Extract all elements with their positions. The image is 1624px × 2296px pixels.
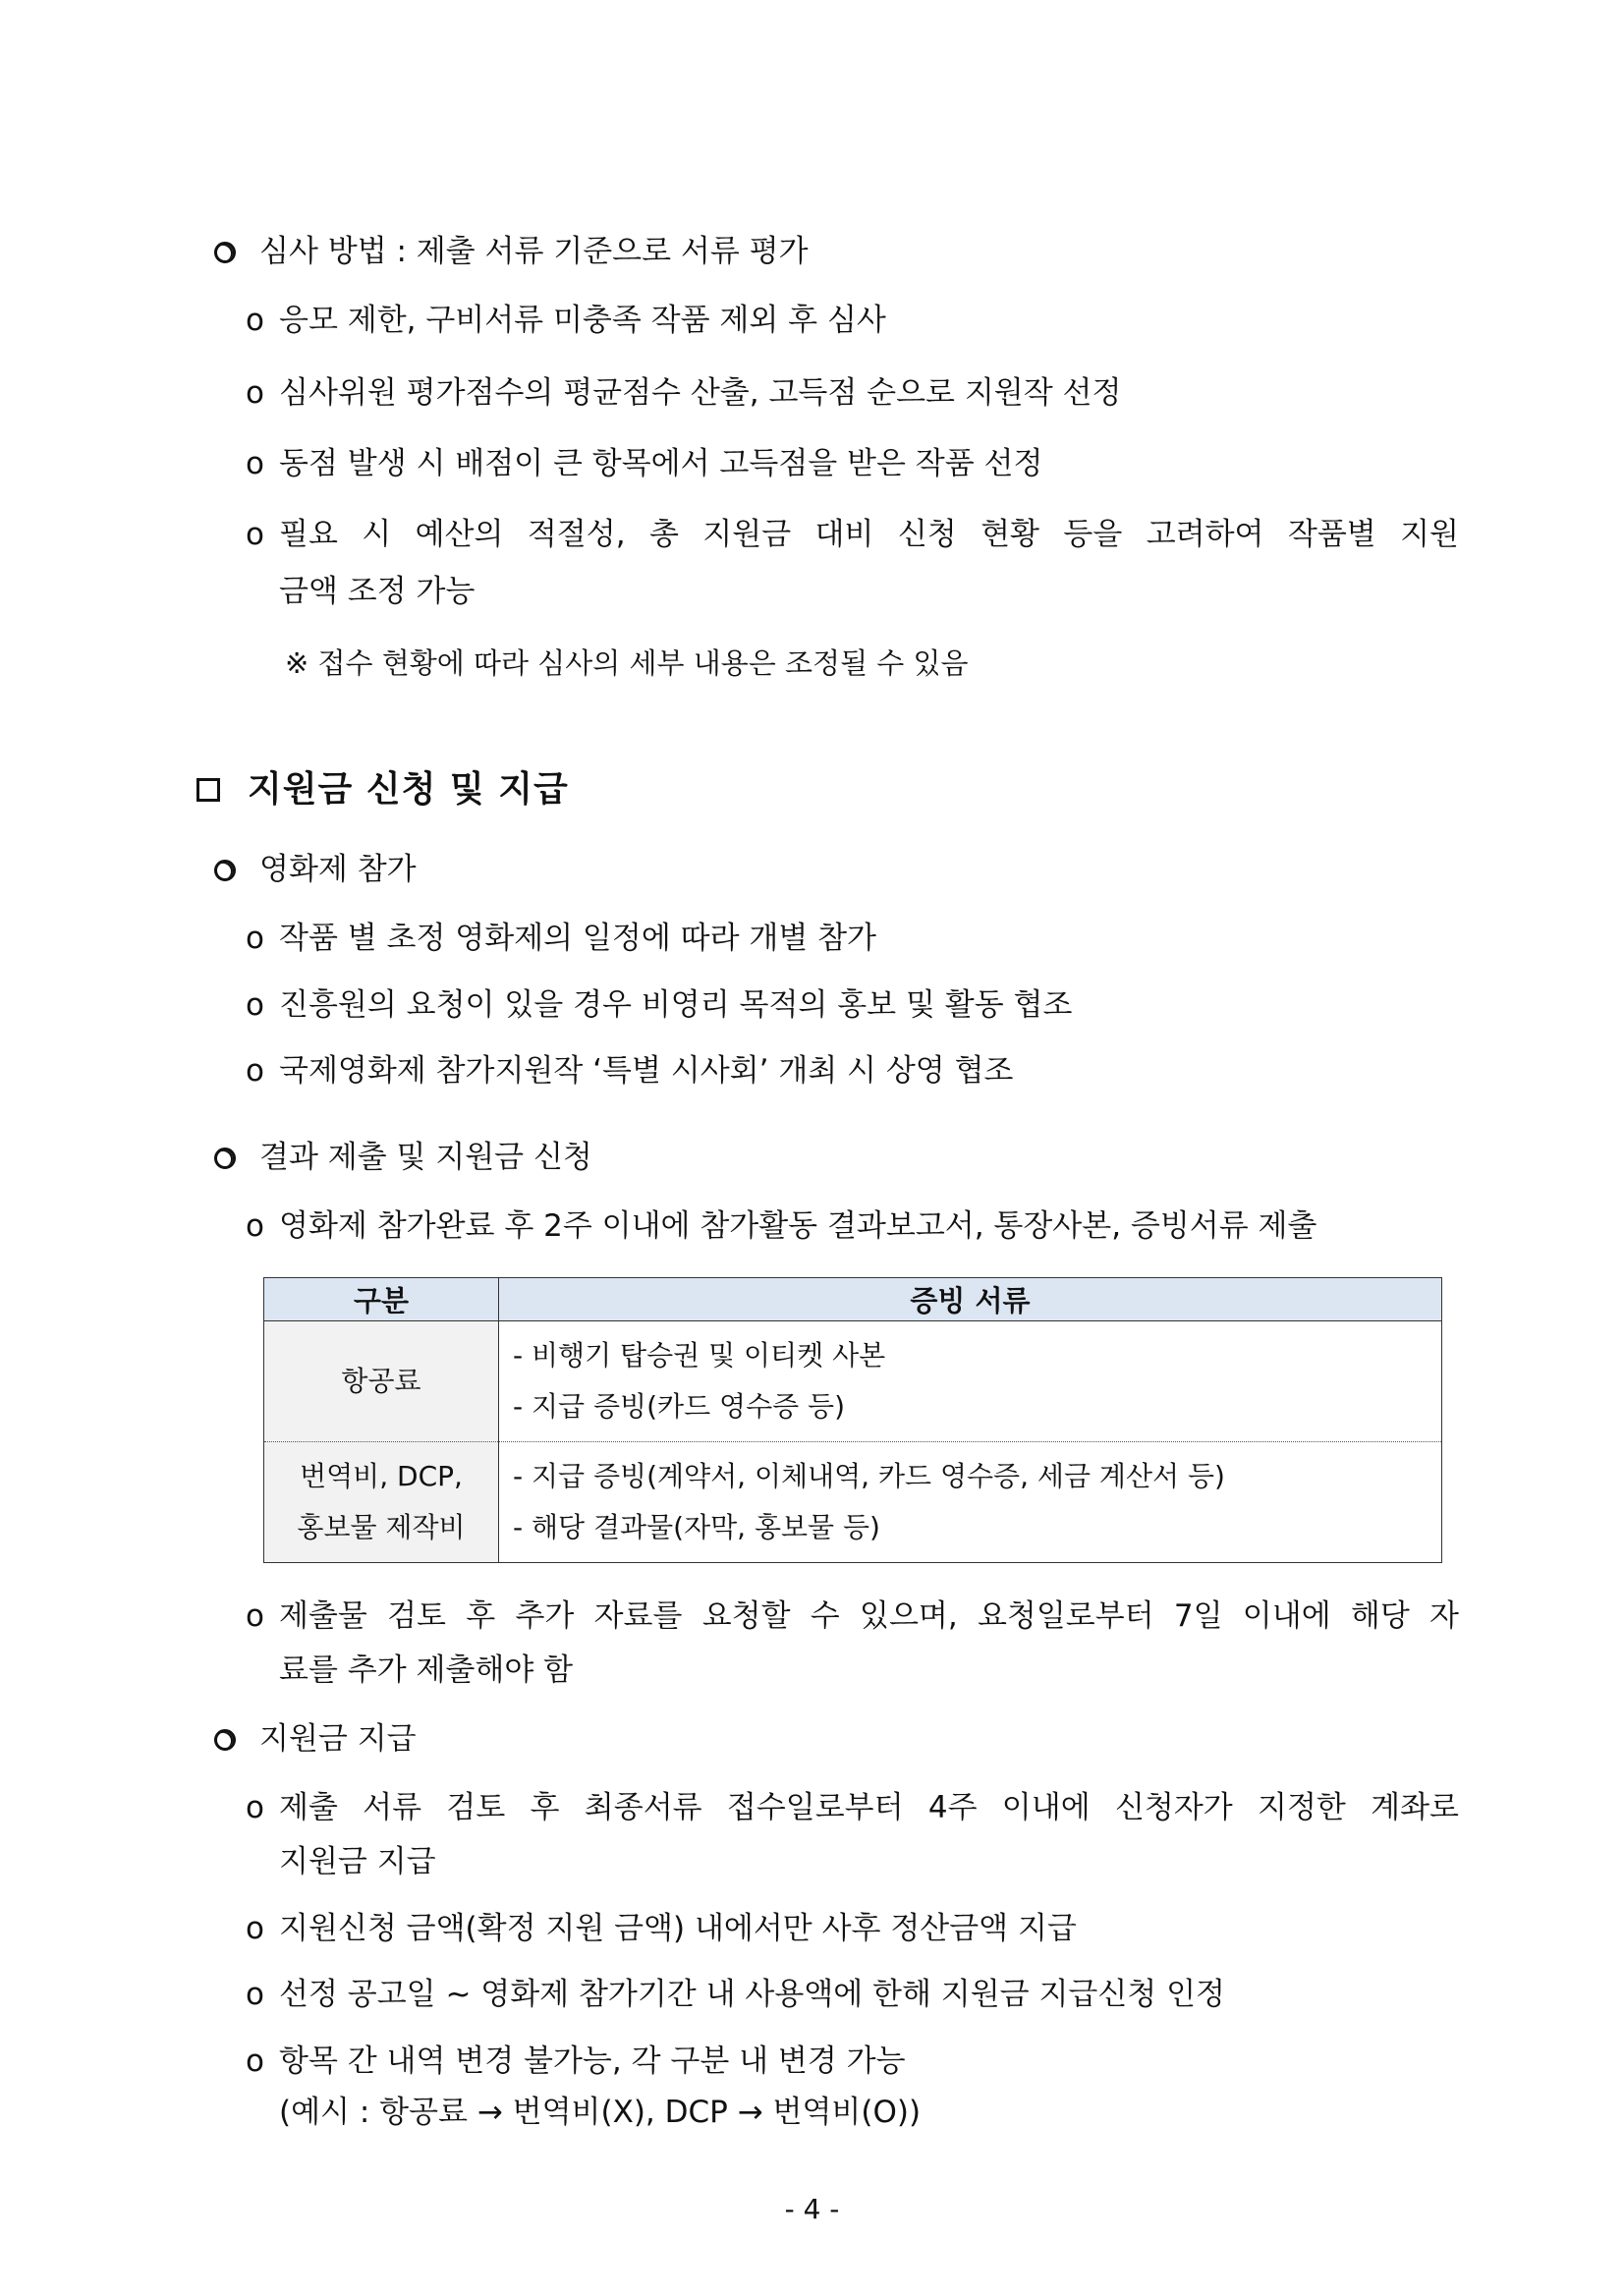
section-heading-text: 지원금 신청 및 지급	[248, 769, 569, 810]
payment-item-text: 항목 간 내역 변경 불가능, 각 구분 내 변경 가능	[279, 2044, 906, 2079]
review-item-text: 응모 제한, 구비서류 미충족 작품 제외 후 심사	[279, 303, 886, 338]
o-bullet-icon: o	[246, 1053, 264, 1089]
o-bullet-icon: o	[246, 1911, 264, 1946]
review-item	[246, 373, 1121, 413]
square-bullet-icon	[196, 778, 220, 802]
review-method-title	[214, 232, 809, 271]
table-cell-documents	[499, 1442, 1442, 1563]
section-heading	[196, 766, 569, 813]
results-title-text: 결과 제출 및 지원금 신청	[259, 1140, 592, 1175]
results-item-continuation: 료를 추가 제출해야 함	[279, 1652, 574, 1688]
table-cell-category: 항공료	[264, 1321, 499, 1442]
festival-item-text: 국제영화제 참가지원작 ‘특별 시사회’ 개최 시 상영 협조	[279, 1053, 1014, 1089]
payment-item-text: 제출 서류 검토 후 최종서류 접수일로부터 4주 이내에 신청자가 지정한 계좌로	[279, 1790, 1459, 1825]
table-row	[264, 1321, 1442, 1442]
payment-item-text: 선정 공고일 ~ 영화제 참가기간 내 사용액에 한해 지원금 지급신청 인정	[279, 1977, 1226, 2012]
o-bullet-icon: o	[246, 921, 264, 956]
festival-title-text: 영화제 참가	[259, 852, 417, 887]
o-bullet-icon: o	[246, 375, 264, 411]
payment-title-text: 지원금 지급	[259, 1721, 417, 1757]
results-item-text: 제출물 검토 후 추가 자료를 요청할 수 있으며, 요청일로부터 7일 이내에 해당 자	[279, 1598, 1459, 1634]
page-number: - 4 -	[784, 2193, 840, 2225]
review-note: ※ 접수 현황에 따라 심사의 세부 내용은 조정될 수 있음	[285, 646, 969, 680]
review-item-text: 동점 발생 시 배점이 큰 항목에서 고득점을 받은 작품 선정	[279, 446, 1043, 481]
category-line: 번역비, DCP,	[300, 1460, 463, 1492]
table-header-documents: 증빙 서류	[499, 1278, 1442, 1321]
payment-item-text: 지원신청 금액(확정 지원 금액) 내에서만 사후 정산금액 지급	[279, 1911, 1077, 1946]
payment-item	[246, 1975, 1225, 2014]
table-header-category: 구분	[264, 1278, 499, 1321]
circle-bullet-icon	[214, 242, 236, 263]
o-bullet-icon: o	[246, 1977, 264, 2012]
festival-item-text: 진흥원의 요청이 있을 경우 비영리 목적의 홍보 및 활동 협조	[279, 987, 1073, 1023]
o-bullet-icon: o	[246, 1790, 264, 1825]
evidence-documents-table	[263, 1277, 1442, 1563]
circle-bullet-icon	[214, 1729, 236, 1751]
document-item: - 비행기 탑승권 및 이티켓 사본	[513, 1339, 886, 1372]
o-bullet-icon: o	[246, 987, 264, 1023]
payment-item-continuation: 지원금 지급	[279, 1844, 436, 1879]
review-item-text: 필요 시 예산의 적절성, 총 지원금 대비 신청 현황 등을 고려하여 작품별 지원	[279, 517, 1459, 552]
document-item: - 지급 증빙(카드 영수증 등)	[513, 1390, 846, 1423]
review-item	[246, 444, 1042, 483]
review-method-title-text: 심사 방법 : 제출 서류 기준으로 서류 평가	[259, 234, 809, 269]
results-item-text: 영화제 참가완료 후 2주 이내에 참가활동 결과보고서, 통장사본, 증빙서류 제출	[279, 1208, 1317, 1244]
results-item	[246, 1206, 1316, 1246]
table-cell-documents	[499, 1321, 1442, 1442]
results-title	[214, 1138, 592, 1177]
review-item-continuation: 금액 조정 가능	[279, 574, 476, 609]
review-item	[246, 515, 1459, 554]
table-cell-category	[264, 1442, 499, 1563]
o-bullet-icon: o	[246, 517, 264, 552]
review-item-text: 심사위원 평가점수의 평균점수 산출, 고득점 순으로 지원작 선정	[279, 375, 1122, 411]
festival-title	[214, 850, 417, 889]
document-item: - 지급 증빙(계약서, 이체내역, 카드 영수증, 세금 계산서 등)	[513, 1460, 1225, 1492]
circle-bullet-icon	[214, 860, 236, 881]
review-item	[246, 301, 886, 340]
festival-item	[246, 919, 876, 958]
category-line: 홍보물 제작비	[297, 1511, 466, 1543]
festival-item-text: 작품 별 초정 영화제의 일정에 따라 개별 참가	[279, 921, 877, 956]
festival-item	[246, 1051, 1014, 1091]
document-item: - 해당 결과물(자막, 홍보물 등)	[513, 1511, 880, 1543]
table-header-row	[264, 1278, 1442, 1321]
circle-bullet-icon	[214, 1148, 236, 1169]
o-bullet-icon: o	[246, 2044, 264, 2079]
o-bullet-icon: o	[246, 446, 264, 481]
payment-item-continuation: (예시 : 항공료 → 번역비(X), DCP → 번역비(O))	[279, 2095, 922, 2130]
table-row	[264, 1442, 1442, 1563]
o-bullet-icon: o	[246, 1598, 264, 1634]
payment-item	[246, 2042, 906, 2081]
festival-item	[246, 985, 1072, 1025]
payment-item	[246, 1909, 1077, 1948]
results-item	[246, 1596, 1459, 1636]
payment-item	[246, 1788, 1459, 1827]
o-bullet-icon: o	[246, 303, 264, 338]
o-bullet-icon: o	[246, 1208, 264, 1244]
payment-title	[214, 1719, 417, 1759]
